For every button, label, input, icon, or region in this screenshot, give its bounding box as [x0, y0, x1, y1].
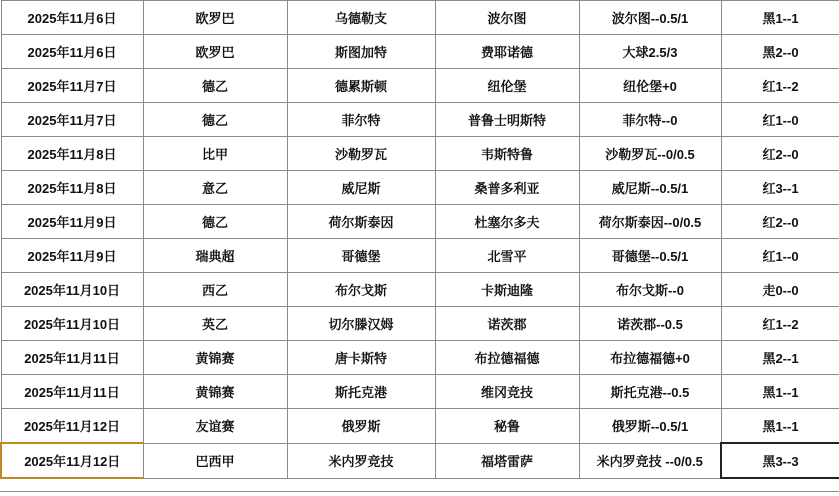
match-date-cell: 2025年11月6日	[1, 35, 143, 69]
league-cell: 欧罗巴	[143, 35, 287, 69]
table-row	[1, 69, 839, 103]
recommendation-cell: 斯托克港--0.5	[579, 375, 721, 409]
result-cell: 黑3--3	[721, 443, 839, 478]
away-team-cell: 波尔图	[435, 1, 579, 35]
result-cell: 黑2--0	[721, 35, 839, 69]
home-team-cell: 威尼斯	[287, 171, 435, 205]
recommendation-cell: 俄罗斯--0.5/1	[579, 409, 721, 444]
recommendation-cell: 荷尔斯泰因--0/0.5	[579, 205, 721, 239]
league-cell: 友谊赛	[143, 409, 287, 444]
away-team-cell: 韦斯特鲁	[435, 137, 579, 171]
home-team-cell: 哥德堡	[287, 239, 435, 273]
away-team-cell: 布拉德福德	[435, 341, 579, 375]
recommendation-cell: 布尔戈斯--0	[579, 273, 721, 307]
match-date-cell: 2025年11月10日	[1, 273, 143, 307]
table-row	[1, 35, 839, 69]
match-date-cell: 2025年11月7日	[1, 103, 143, 137]
league-cell: 德乙	[143, 103, 287, 137]
league-cell: 德乙	[143, 69, 287, 103]
table-row	[1, 443, 839, 478]
home-team-cell: 布尔戈斯	[287, 273, 435, 307]
home-team-cell: 米内罗竞技	[287, 443, 435, 478]
result-cell: 走0--0	[721, 273, 839, 307]
away-team-cell: 卡斯迪隆	[435, 273, 579, 307]
table-row	[1, 341, 839, 375]
result-cell: 红2--0	[721, 205, 839, 239]
match-date-cell: 2025年11月9日	[1, 205, 143, 239]
match-date-cell: 2025年11月8日	[1, 171, 143, 205]
league-cell: 比甲	[143, 137, 287, 171]
home-team-cell: 唐卡斯特	[287, 341, 435, 375]
table-row	[1, 409, 839, 444]
result-cell: 黑1--1	[721, 1, 839, 35]
recommendation-cell: 诺茨郡--0.5	[579, 307, 721, 341]
away-team-cell: 北雪平	[435, 239, 579, 273]
match-date-cell: 2025年11月12日	[1, 443, 143, 478]
away-team-cell: 纽伦堡	[435, 69, 579, 103]
home-team-cell: 切尔滕汉姆	[287, 307, 435, 341]
league-cell: 德乙	[143, 205, 287, 239]
league-cell: 西乙	[143, 273, 287, 307]
table-row	[1, 307, 839, 341]
league-cell: 意乙	[143, 171, 287, 205]
recommendation-cell: 威尼斯--0.5/1	[579, 171, 721, 205]
home-team-cell: 荷尔斯泰因	[287, 205, 435, 239]
result-cell: 红3--1	[721, 171, 839, 205]
recommendation-cell: 米内罗竞技 --0/0.5	[579, 443, 721, 478]
table-row	[1, 103, 839, 137]
table-body	[1, 1, 839, 479]
table-row	[1, 239, 839, 273]
home-team-cell: 斯托克港	[287, 375, 435, 409]
away-team-cell: 费耶诺德	[435, 35, 579, 69]
home-team-cell: 俄罗斯	[287, 409, 435, 444]
away-team-cell: 杜塞尔多夫	[435, 205, 579, 239]
league-cell: 黄锦赛	[143, 375, 287, 409]
table-row	[1, 1, 839, 35]
result-cell: 红1--2	[721, 69, 839, 103]
match-date-cell: 2025年11月9日	[1, 239, 143, 273]
match-date-cell: 2025年11月11日	[1, 375, 143, 409]
table-row	[1, 205, 839, 239]
recommendation-cell: 菲尔特--0	[579, 103, 721, 137]
match-date-cell: 2025年11月7日	[1, 69, 143, 103]
recommendation-cell: 哥德堡--0.5/1	[579, 239, 721, 273]
match-date-cell: 2025年11月10日	[1, 307, 143, 341]
away-team-cell: 诺茨郡	[435, 307, 579, 341]
recommendation-cell: 沙勒罗瓦--0/0.5	[579, 137, 721, 171]
table-bottom-edge	[0, 491, 839, 496]
table-row	[1, 273, 839, 307]
match-date-cell: 2025年11月8日	[1, 137, 143, 171]
home-team-cell: 斯图加特	[287, 35, 435, 69]
table-row	[1, 375, 839, 409]
home-team-cell: 沙勒罗瓦	[287, 137, 435, 171]
result-cell: 红1--0	[721, 103, 839, 137]
recommendation-cell: 大球2.5/3	[579, 35, 721, 69]
table-row	[1, 137, 839, 171]
result-cell: 红1--2	[721, 307, 839, 341]
away-team-cell: 普鲁士明斯特	[435, 103, 579, 137]
away-team-cell: 秘鲁	[435, 409, 579, 444]
home-team-cell: 德累斯顿	[287, 69, 435, 103]
recommendation-cell: 纽伦堡+0	[579, 69, 721, 103]
home-team-cell: 乌德勒支	[287, 1, 435, 35]
home-team-cell: 菲尔特	[287, 103, 435, 137]
league-cell: 英乙	[143, 307, 287, 341]
result-cell: 黑1--1	[721, 375, 839, 409]
recommendation-cell: 布拉德福德+0	[579, 341, 721, 375]
result-cell: 黑2--1	[721, 341, 839, 375]
league-cell: 巴西甲	[143, 443, 287, 478]
result-cell: 红2--0	[721, 137, 839, 171]
match-date-cell: 2025年11月6日	[1, 1, 143, 35]
table-row	[1, 171, 839, 205]
match-date-cell: 2025年11月12日	[1, 409, 143, 444]
result-cell: 红1--0	[721, 239, 839, 273]
match-date-cell: 2025年11月11日	[1, 341, 143, 375]
away-team-cell: 维冈竞技	[435, 375, 579, 409]
away-team-cell: 桑普多利亚	[435, 171, 579, 205]
league-cell: 欧罗巴	[143, 1, 287, 35]
league-cell: 黄锦赛	[143, 341, 287, 375]
away-team-cell: 福塔雷萨	[435, 443, 579, 478]
league-cell: 瑞典超	[143, 239, 287, 273]
result-cell: 黑1--1	[721, 409, 839, 444]
recommendation-cell: 波尔图--0.5/1	[579, 1, 721, 35]
